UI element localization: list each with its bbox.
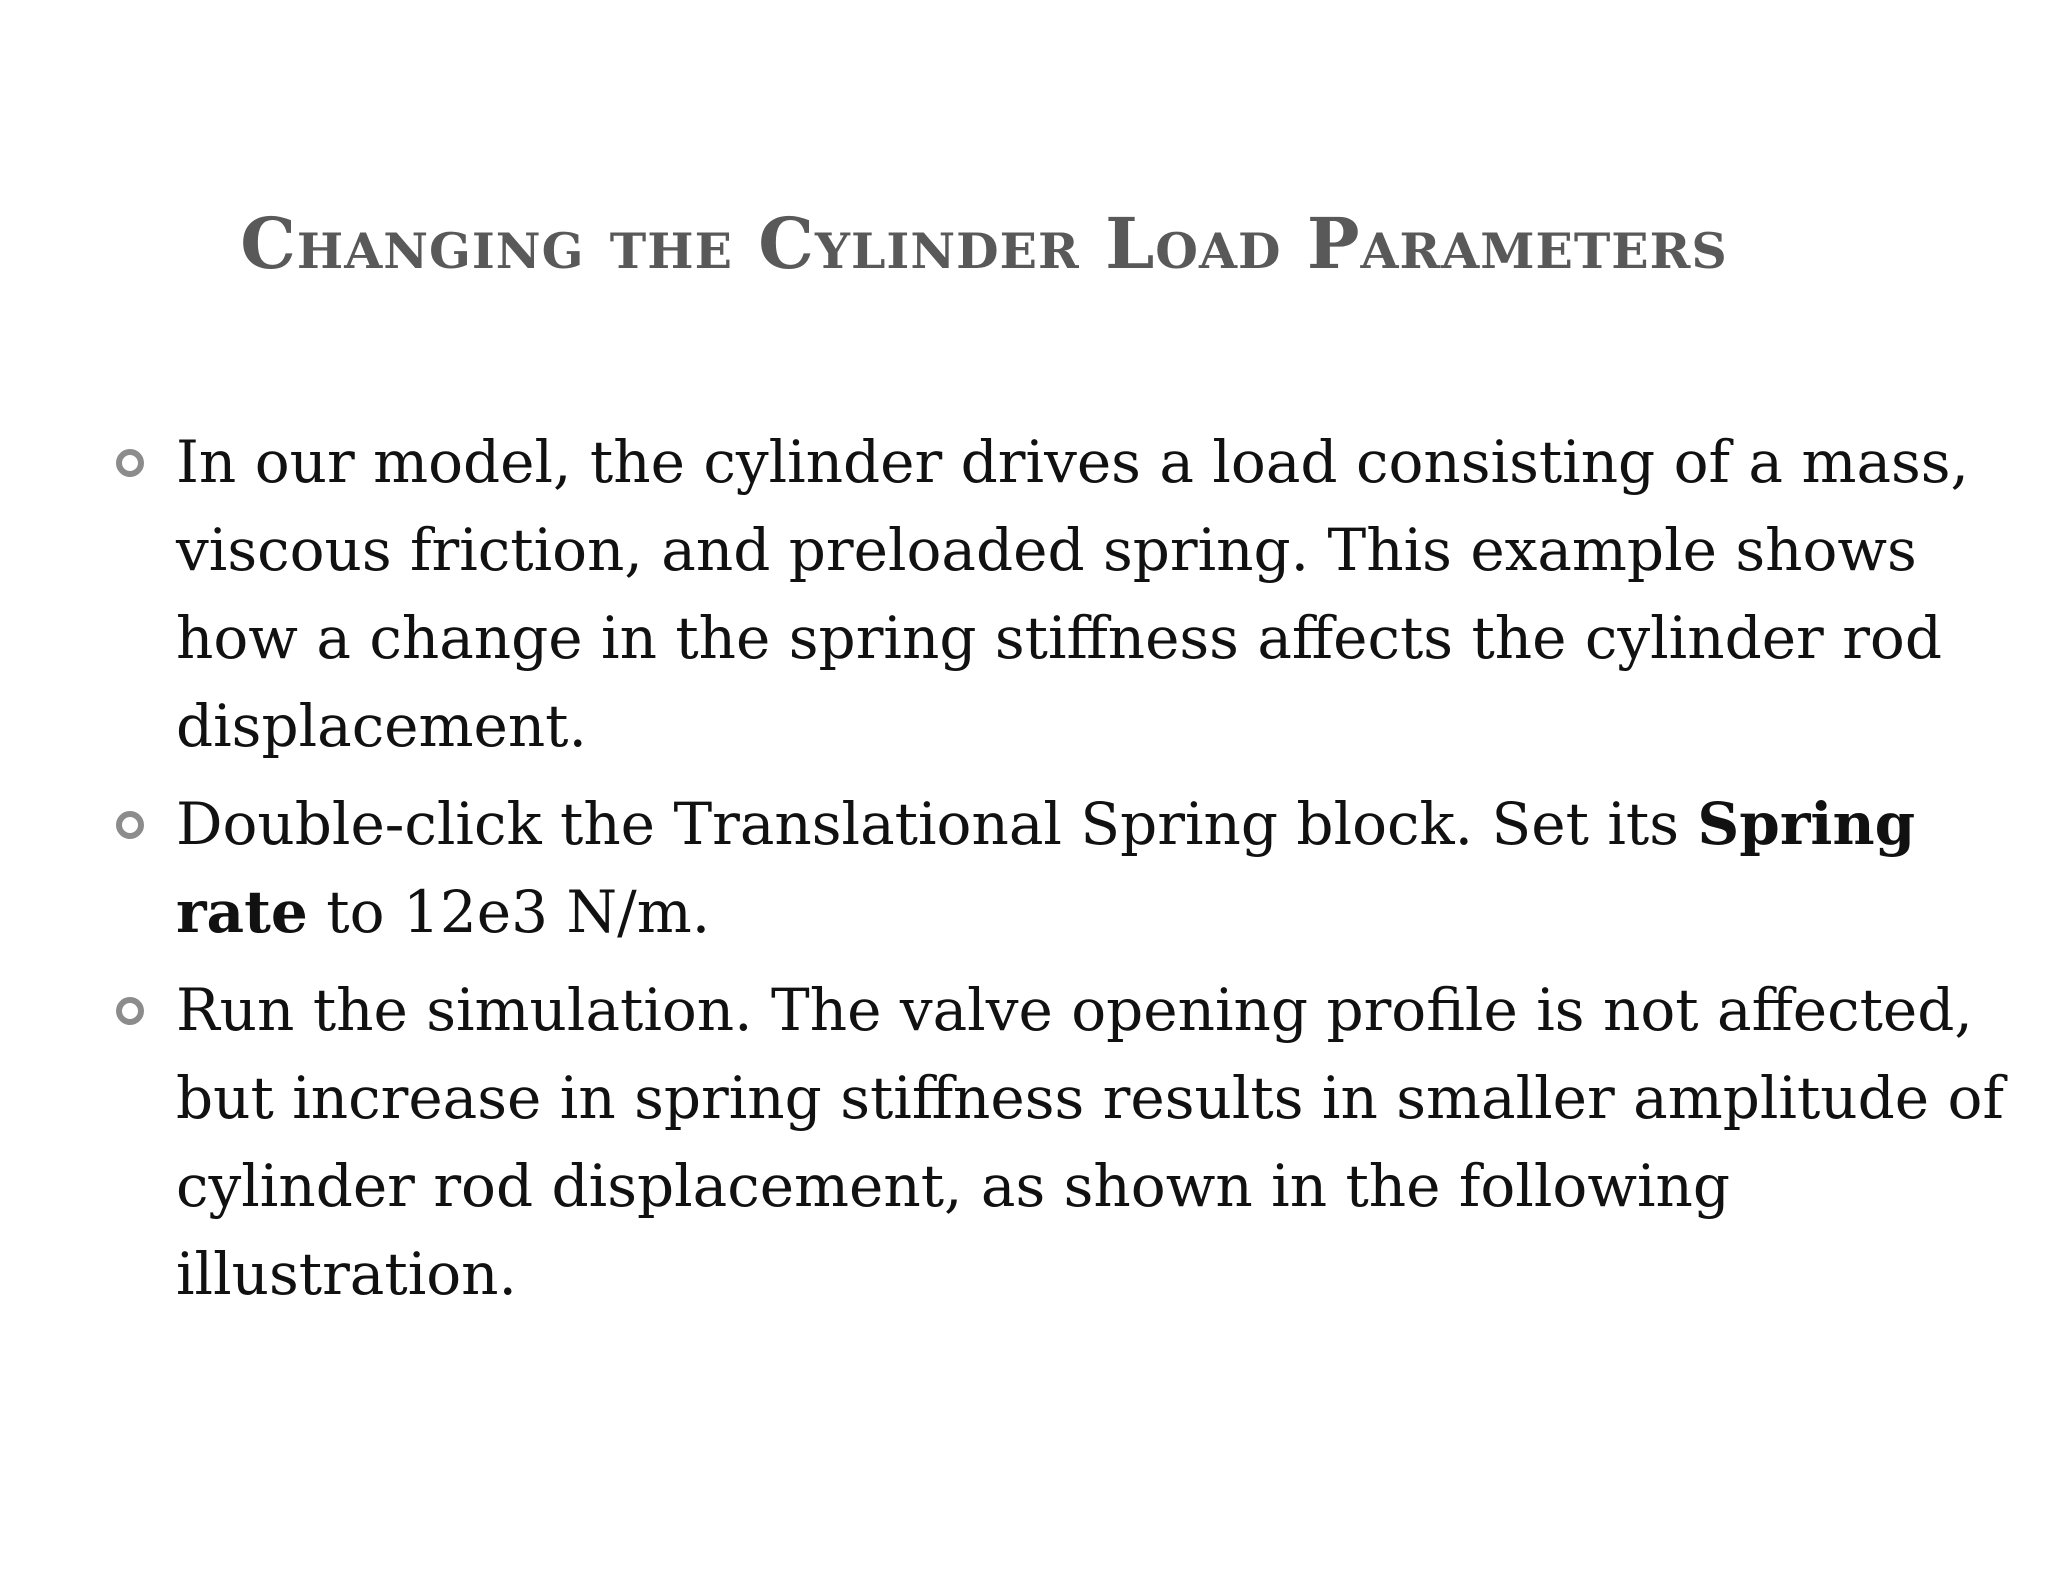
bullet-item-run-simulation bbox=[110, 966, 2010, 1318]
hollow-circle-bullet-icon bbox=[116, 811, 144, 839]
slide-title: Changing the Cylinder Load Parameters bbox=[240, 202, 1728, 285]
bullet-text: In our model, the cylinder drives a load consisting of a mass, viscous friction, and preloaded spring. This example shows how a change in the spring stiffness affects the cylinder rod displacement. bbox=[176, 428, 1969, 760]
bullet-text-bold: Spring rate bbox=[176, 790, 1916, 946]
bullet-text bbox=[176, 790, 1915, 946]
bullet-item-load-description bbox=[110, 418, 2010, 770]
bullet-text-prefix: Double-click the Translational Spring block. Set its bbox=[176, 790, 1698, 858]
hollow-circle-bullet-icon bbox=[116, 449, 144, 477]
bullet-text-suffix: to 12e3 N/m. bbox=[307, 878, 711, 946]
bullet-text: Run the simulation. The valve opening profile is not affected, but increase in spring stiffness results in smaller amplitude of cylinder rod displacement, as shown in the following illustration. bbox=[176, 976, 2004, 1308]
hollow-circle-bullet-icon bbox=[116, 997, 144, 1025]
bullet-item-spring-rate bbox=[110, 780, 2010, 956]
bullet-list bbox=[110, 418, 2010, 1328]
